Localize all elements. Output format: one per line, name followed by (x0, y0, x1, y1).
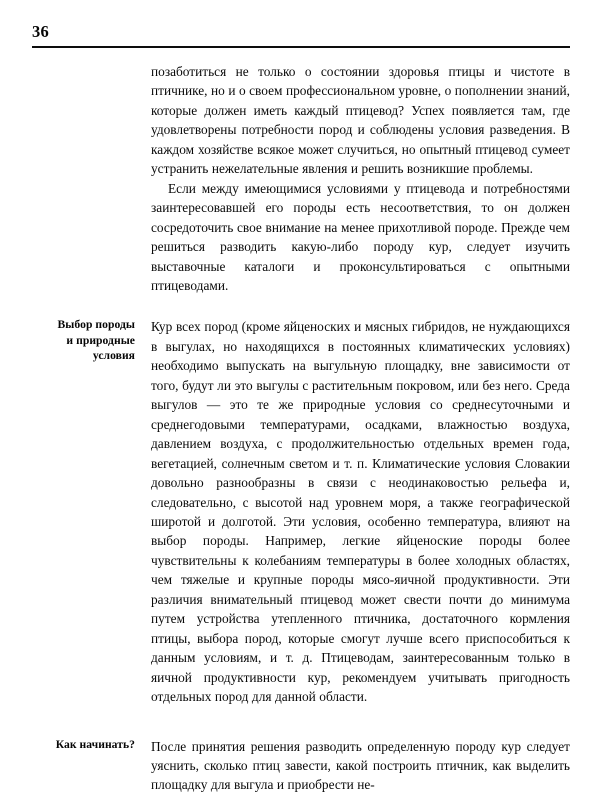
text-column (151, 737, 570, 795)
page-header (32, 24, 570, 48)
page-body (0, 62, 600, 795)
marginal-heading-line: и природные (66, 333, 135, 347)
header-rule (32, 46, 570, 48)
marginal-heading (32, 317, 135, 364)
text-section (0, 62, 600, 295)
paragraph: Кур всех пород (кроме яйценоских и мясных гибридов, не нуждающихся в выгулах, но находящихся в постоянных климатических условиях) необходимо выпускать на выгульную площадку, вне зависимости от того, будут ли это выгулы с растительным покровом, или без него. Среда выгулов — это те же природные условия со среднесуточными и среднегодовыми температурами, осадками, влажностью воздуха, давлением воздуха, с продолжительностью отдельных времен года, вегетацией, солнечным светом и т. п. Климатические условия Словакии довольно разнообразны в связи с неодинаковостью рельефа и, следовательно, с высотой над уровнем моря, а также географической широтой и долготой. Эти условия, особенно температура, влияют на выбор породы. Например, легкие яйценоские породы более чувствительны к колебаниям температуры в более холодных областях, чем тяжелые и крупные породы мясо-яичной продуктивности. Эти различия внимательный птицевод может свести почти до минимума путем устройства утепленного птичника, достаточного кормления птицы, выбора пород, которые смогут лучше всего приспособиться к данным условиям, и т. д. Птицеводам, заинтересованным только в яичной продуктивности кур, рекомендуем учитывать пригодность отдельных пород для данной области. (151, 319, 570, 705)
marginal-heading-line: Как начинать? (55, 737, 135, 751)
text-section (0, 737, 600, 795)
text-column (151, 317, 570, 706)
paragraph: позаботиться не только о состоянии здоровья птицы и чистоте в птичнике, но и о своем профессиональном уровне, о пополнении знаний, которые должен иметь каждый птицевод? Успех появляется там, где удовлетворены потребности пород и соблюдены условия разведения. В каждом хозяйстве всякое может случиться, но опытный птицевод сумеет устранить нежелательные явления и решить возникшие проблемы. (151, 64, 570, 177)
paragraph: Если между имеющимися условиями у птицевода и потребностями заинтересовавшей его породы есть несоответствия, то он должен сосредоточить свое внимание на менее прихотливой породе. Прежде чем решиться разводить какую-либо породу кур, следует изучить выставочные каталоги и проконсультироваться с опытными птицеводами. (151, 180, 570, 293)
section-spacer (0, 707, 600, 737)
text-column (151, 62, 570, 295)
marginal-heading (32, 737, 135, 753)
text-section (0, 317, 600, 706)
marginal-heading-line: условия (92, 349, 135, 363)
page-number: 36 (32, 22, 50, 41)
marginal-heading-line: Выбор породы (57, 318, 135, 332)
section-spacer (0, 295, 600, 317)
paragraph: После принятия решения разводить определенную породу кур следует уяснить, сколько птиц завести, какой построить птичник, как выделить площадку для выгула и приобрести не- (151, 738, 570, 793)
